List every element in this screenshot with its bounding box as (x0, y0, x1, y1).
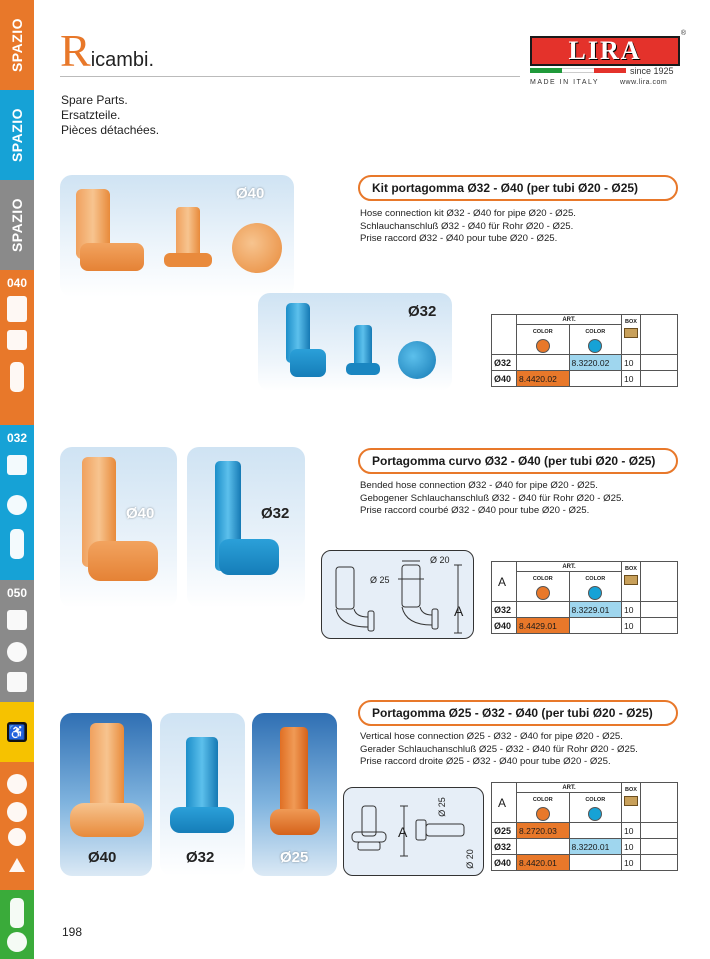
product-photo-straight-25 (252, 713, 337, 876)
lira-logo[interactable] (530, 30, 686, 86)
desc-line-en: Vertical hose connection Ø25 - Ø32 - Ø40 for pipe Ø20 - Ø25. (360, 731, 623, 742)
box-icon (624, 796, 638, 806)
color-header-orange (517, 572, 570, 602)
washbasin-icon (7, 455, 27, 475)
dimension-a-label: A (398, 824, 408, 840)
box-header (622, 783, 641, 823)
box-qty-cell: 10 (622, 371, 641, 387)
wheelchair-icon: ♿ (8, 724, 26, 740)
blue-code-cell: 8.3220.01 (569, 839, 622, 855)
photo-label: Ø40 (88, 849, 117, 866)
cap-part-image (232, 223, 282, 273)
box-qty-cell: 10 (622, 602, 641, 618)
blue-swatch-icon (588, 339, 602, 353)
a-dimension-cell: A (492, 562, 517, 602)
tab-050[interactable] (0, 580, 34, 702)
size-cell: Ø32 (492, 602, 517, 618)
art-header: ART. (517, 315, 622, 325)
color-header-blue (569, 325, 622, 355)
blue-code-cell: 8.3220.02 (569, 355, 622, 371)
photo-label: Ø40 (126, 505, 155, 522)
logo-badge (530, 36, 680, 66)
box-header-label: BOX (625, 787, 637, 793)
blue-swatch-icon (588, 807, 602, 821)
blank-cell (641, 823, 678, 839)
art-header: ART. (517, 562, 622, 572)
chef-icon (7, 642, 27, 662)
tab-label: SPAZIO (9, 197, 25, 253)
desc-line-fr: Prise raccord courbé Ø32 - Ø40 pour tube Ø20 - Ø25. (360, 505, 590, 516)
bottle-trap-icon (10, 529, 24, 559)
straight-part-image (346, 363, 380, 375)
box-qty-cell: 10 (622, 855, 641, 871)
fitting-icon (10, 898, 24, 928)
color-header-blue (569, 793, 622, 823)
box-qty-cell: 10 (622, 355, 641, 371)
orange-code-cell: 8.4420.01 (517, 855, 570, 871)
title-rest: icambi. (90, 49, 155, 71)
desc-line-de: Gerader Schlauchanschluß Ø25 - Ø32 - Ø40 für Rohr Ø20 - Ø25. (360, 743, 638, 755)
blank-cell (641, 855, 678, 871)
technical-drawing-straight (343, 787, 484, 876)
straight-part-image (70, 803, 144, 837)
product-code-table (491, 561, 678, 634)
desc-line-fr: Prise raccord Ø32 - Ø40 pour tube Ø20 - Ø25. (360, 233, 558, 244)
color-header-blue (569, 572, 622, 602)
color-label: COLOR (585, 329, 606, 335)
blue-code-cell: 8.3229.01 (569, 602, 622, 618)
orange-swatch-icon (536, 807, 550, 821)
tab-spazio-blue[interactable] (0, 90, 34, 180)
italian-flag-icon (530, 68, 626, 73)
blue-code-cell (569, 371, 622, 387)
box-header (622, 315, 641, 355)
siphon-icon (7, 330, 27, 350)
product-title: Kit portagomma Ø32 - Ø40 (per tubi Ø20 - Ø25) (358, 175, 678, 201)
product-description (360, 208, 576, 246)
blue-code-cell (569, 855, 622, 871)
size-cell: Ø40 (492, 371, 517, 387)
registered-mark: ® (680, 30, 686, 37)
product-photo-straight-32 (160, 713, 245, 876)
box-qty-cell: 10 (622, 618, 641, 634)
color-label: COLOR (585, 576, 606, 582)
blank-cell (641, 602, 678, 618)
box-icon (624, 328, 638, 338)
box-icon (624, 575, 638, 585)
tab-accessible[interactable] (0, 702, 34, 762)
straight-part-image (270, 809, 320, 835)
page-subtitles (61, 93, 159, 138)
color-header-orange (517, 793, 570, 823)
product-title: Portagomma curvo Ø32 - Ø40 (per tubi Ø20 - Ø25) (358, 448, 678, 474)
logo-made-in: MADE IN ITALY (530, 79, 600, 86)
table-header-row (492, 562, 678, 572)
color-header-orange (517, 325, 570, 355)
subtitle-fr: Pièces détachées. (61, 123, 160, 137)
bottle-trap-icon (10, 362, 24, 392)
a-dimension-cell: A (492, 783, 517, 823)
size-cell: Ø32 (492, 839, 517, 855)
straight-part-image (90, 723, 124, 813)
tab-label: SPAZIO (9, 107, 25, 163)
blank-cell (641, 562, 678, 602)
bend-part-image (88, 541, 158, 581)
color-label: COLOR (532, 329, 553, 335)
header-divider (60, 76, 520, 77)
color-label: COLOR (532, 797, 553, 803)
desc-line-de: Gebogener Schlauchanschluß Ø32 - Ø40 für Rohr Ø20 - Ø25. (360, 492, 624, 504)
elbow-part-image (290, 349, 326, 377)
product-description (360, 731, 638, 769)
product-title: Portagomma Ø25 - Ø32 - Ø40 (per tubi Ø20 - Ø25) (358, 700, 678, 726)
tab-label: SPAZIO (9, 17, 25, 73)
page-number: 198 (62, 925, 83, 939)
blank-cell (641, 839, 678, 855)
color-label: COLOR (585, 797, 606, 803)
plug-icon (8, 828, 26, 846)
drain-icon (7, 495, 27, 515)
photo-label: Ø32 (261, 505, 290, 522)
tab-number: 032 (6, 431, 28, 445)
table-row (492, 618, 678, 634)
table-row (492, 371, 678, 387)
tab-number: 040 (6, 276, 28, 290)
color-label: COLOR (532, 576, 553, 582)
product-code-table (491, 782, 678, 871)
tab-accessories[interactable] (0, 890, 34, 959)
size-cell: Ø32 (492, 355, 517, 371)
orange-code-cell (517, 839, 570, 855)
sink-icon (7, 296, 27, 322)
logo-since: since 1925 (630, 66, 674, 76)
table-header-row (492, 315, 678, 325)
blank-cell (641, 618, 678, 634)
logo-brand: LIRA (568, 36, 642, 65)
photo-label: Ø32 (186, 849, 215, 866)
elbow-part-image (80, 243, 144, 271)
product-photo-kit-40 (60, 175, 294, 297)
blue-code-cell (569, 823, 622, 839)
product-photo-straight-40 (60, 713, 152, 876)
logo-website[interactable]: www.lira.com (620, 79, 668, 86)
box-header-label: BOX (625, 566, 637, 572)
tab-spazio-orange[interactable] (0, 0, 34, 90)
table-row (492, 602, 678, 618)
orange-code-cell: 8.4420.02 (517, 371, 570, 387)
product-photo-bend-40 (60, 447, 177, 608)
category-sidebar (0, 0, 34, 959)
box-qty-cell: 10 (622, 839, 641, 855)
box-header (622, 562, 641, 602)
orange-code-cell: 8.4429.01 (517, 618, 570, 634)
subtitle-de: Ersatzteile. (61, 108, 121, 122)
orange-swatch-icon (536, 339, 550, 353)
subtitle-en: Spare Parts. (61, 93, 128, 107)
tab-032[interactable] (0, 425, 34, 580)
straight-part-image (170, 807, 234, 833)
blank-cell (641, 355, 678, 371)
box-header-label: BOX (625, 319, 637, 325)
table-row (492, 823, 678, 839)
dimension-label: Ø 25 (436, 797, 447, 817)
dimension-label: Ø 20 (464, 849, 475, 869)
desc-line-fr: Prise raccord droite Ø25 - Ø32 - Ø40 pour tube Ø20 - Ø25. (360, 756, 611, 767)
table-row (492, 355, 678, 371)
tab-spazio-grey[interactable] (0, 180, 34, 270)
blank-cell (641, 315, 678, 355)
blue-swatch-icon (588, 586, 602, 600)
orange-code-cell (517, 355, 570, 371)
strainer-icon (7, 774, 27, 794)
table-row (492, 855, 678, 871)
face-icon (7, 672, 27, 692)
photo-label: Ø32 (408, 303, 437, 320)
photo-label: Ø40 (236, 185, 265, 202)
size-cell: Ø40 (492, 855, 517, 871)
dimension-a-label: A (454, 603, 464, 619)
blank-cell (641, 783, 678, 823)
orange-swatch-icon (536, 586, 550, 600)
product-code-table (491, 314, 678, 387)
siphon-icon (7, 610, 27, 630)
photo-label: Ø25 (280, 849, 309, 866)
straight-part-image (164, 253, 212, 267)
dimension-label: Ø 25 (370, 575, 390, 585)
product-photo-bend-32 (187, 447, 305, 608)
tab-number: 050 (6, 586, 28, 600)
orange-code-cell: 8.2720.03 (517, 823, 570, 839)
orange-code-cell (517, 602, 570, 618)
straight-part-image (186, 737, 218, 817)
size-cell: Ø25 (492, 823, 517, 839)
product-description (360, 480, 624, 518)
table-row (492, 839, 678, 855)
product-photo-kit-32 (258, 293, 452, 391)
bend-part-image (219, 539, 279, 575)
page-title (60, 25, 155, 76)
box-qty-cell: 10 (622, 823, 641, 839)
blank-cell (641, 371, 678, 387)
dimension-label: Ø 20 (430, 555, 450, 565)
bend-outline-drawing (322, 551, 475, 640)
title-initial: R (60, 25, 91, 76)
desc-line-en: Bended hose connection Ø32 - Ø40 for pipe Ø20 - Ø25. (360, 480, 598, 491)
tab-040[interactable] (0, 270, 34, 425)
clamp-icon (7, 932, 27, 952)
tab-drains[interactable] (0, 762, 34, 890)
art-header: ART. (517, 783, 622, 793)
desc-line-de: Schlauchanschluß Ø32 - Ø40 für Rohr Ø20 - Ø25. (360, 220, 574, 232)
straight-part-image (280, 727, 308, 817)
size-cell: Ø40 (492, 618, 517, 634)
blue-code-cell (569, 618, 622, 634)
funnel-icon (9, 858, 25, 872)
grate-icon (7, 802, 27, 822)
cap-part-image (398, 341, 436, 379)
blank-cell (492, 315, 517, 355)
technical-drawing-bend (321, 550, 474, 639)
table-header-row (492, 783, 678, 793)
desc-line-en: Hose connection kit Ø32 - Ø40 for pipe Ø20 - Ø25. (360, 208, 576, 219)
